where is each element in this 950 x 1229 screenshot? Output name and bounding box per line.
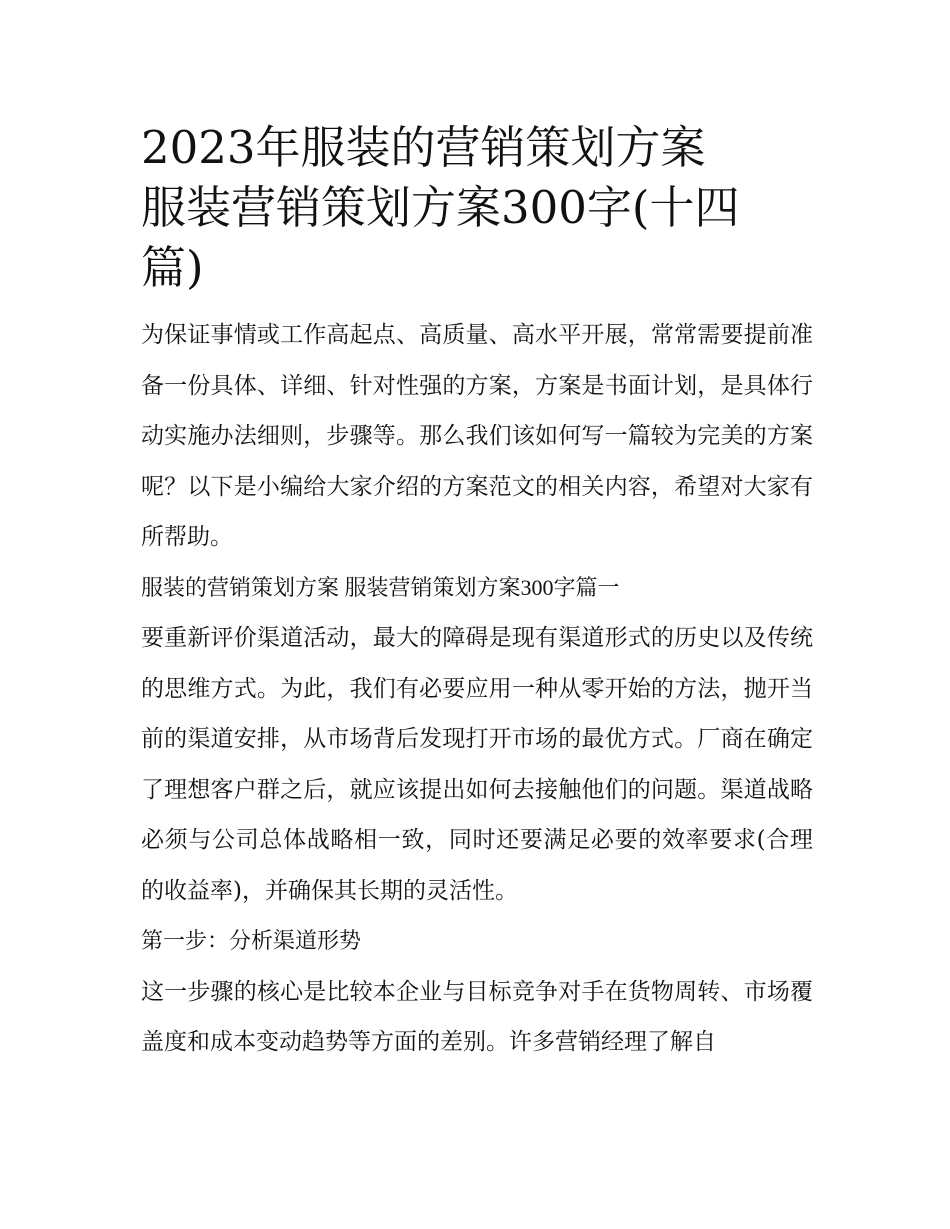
document-body <box>141 310 813 1068</box>
title-line-2: 服装营销策划方案300字(十四 <box>141 181 740 234</box>
body-paragraph-1: 要重新评价渠道活动，最大的障碍是现有渠道形式的历史以及传统的思维方式。为此，我们有必要应用一种从零开始的方法，抛开当前的渠道安排，从市场背后发现打开市场的最优方式。厂商在确定了理想客户群之后，就应该提出如何去接触他们的问题。渠道战略必须与公司总体战略相一致，同时还要满足必要的效率要求(合理的收益率)，并确保其长期的灵活性。 <box>141 625 813 904</box>
intro-paragraph: 为保证事情或工作高起点、高质量、高水平开展，常常需要提前准备一份具体、详细、针对性强的方案，方案是书面计划，是具体行动实施办法细则，步骤等。那么我们该如何写一篇较为完美的方案呢？以下是小编给大家介绍的方案范文的相关内容，希望对大家有所帮助。 <box>141 322 813 550</box>
document-page <box>141 118 813 1068</box>
title-line-1: 2023年服装的营销策划方案 <box>141 121 706 174</box>
step1-heading: 第一步：分析渠道形势 <box>141 928 362 953</box>
title-line-3: 篇) <box>141 241 204 294</box>
section-heading: 服装的营销策划方案 服装营销策划方案300字篇一 <box>141 574 620 600</box>
body-paragraph-2: 这一步骤的核心是比较本企业与目标竞争对手在货物周转、市场覆盖度和成本变动趋势等方面的差别。许多营销经理了解自 <box>141 978 813 1055</box>
document-title <box>141 118 813 298</box>
